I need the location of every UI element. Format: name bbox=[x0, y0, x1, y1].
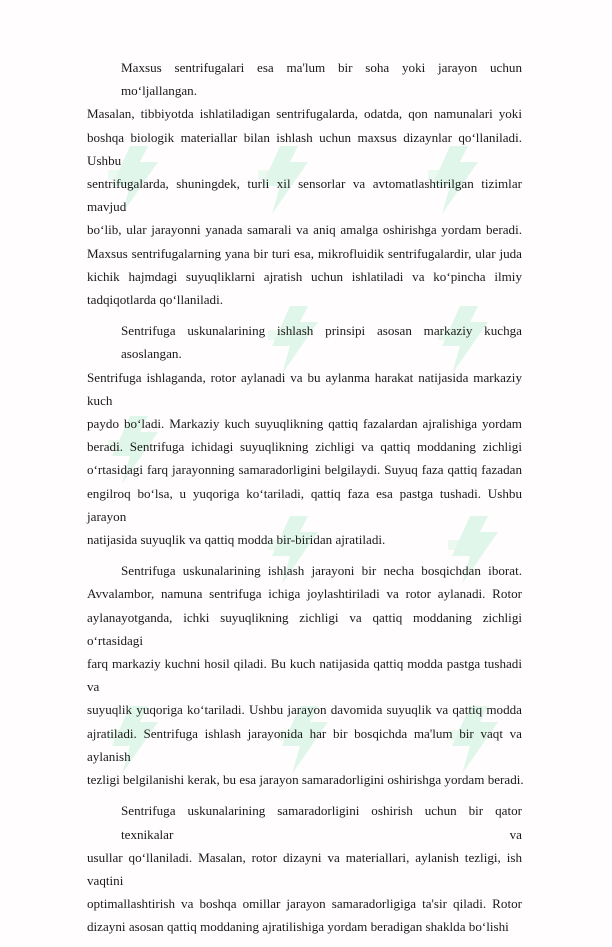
text-line: beradi. Sentrifuga ichidagi suyuqlikning zichligi va qattiq moddaning zichligi bbox=[87, 439, 522, 455]
text-line: Avvalambor, namuna sentrifuga ichiga joylashtiriladi va rotor aylanadi. Rotor bbox=[87, 586, 522, 602]
text-line: dizayni asosan qattiq moddaning ajratilishiga yordam beradigan shaklda bo‘lishi bbox=[87, 919, 509, 935]
text-line: aylanayotganda, ichki suyuqlikning zichligi va qattiq moddaning zichligi o‘rtasidagi bbox=[87, 609, 522, 648]
text-line: Sentrifuga uskunalarining ishlash prinsipi asosan markaziy kuchga asoslangan. bbox=[121, 323, 522, 362]
text-line: Sentrifuga uskunalarining ishlash jarayoni bir necha bosqichdan iborat. bbox=[121, 563, 522, 579]
text-line: tadqiqotlarda qo‘llaniladi. bbox=[87, 292, 223, 308]
text-line: farq markaziy kuchni hosil qiladi. Bu kuch natijasida qattiq modda pastga tushadi va bbox=[87, 656, 522, 695]
text-line: kichik hajmdagi suyuqliklarni ajratish uchun ishlatiladi va ko‘pincha ilmiy bbox=[87, 268, 522, 284]
text-line: Sentrifuga ishlaganda, rotor aylanadi va bu aylanma harakat natijasida markaziy kuch bbox=[87, 369, 522, 408]
text-line: Maxsus sentrifugalari esa ma'lum bir soha yoki jarayon uchun mo‘ljallangan. bbox=[121, 60, 522, 99]
text-line: paydo bo‘ladi. Markaziy kuch suyuqlikning qattiq fazalardan ajralishiga yordam bbox=[87, 416, 522, 432]
text-line: natijasida suyuqlik va qattiq modda bir-biridan ajratiladi. bbox=[87, 532, 386, 548]
text-line: boshqa biologik materiallar bilan ishlash uchun maxsus dizaynlar qo‘llaniladi. Ushbu bbox=[87, 129, 522, 168]
paragraph bbox=[87, 56, 522, 311]
text-line: optimallashtirish va boshqa omillar jarayon samaradorligiga ta'sir qiladi. Rotor bbox=[87, 896, 522, 912]
text-line: ajratiladi. Sentrifuga ishlash jarayonida har bir bosqichda ma'lum bir vaqt va aylanish bbox=[87, 725, 522, 764]
paragraph bbox=[87, 559, 522, 791]
text-line: Sentrifuga uskunalarining samaradorligini oshirish uchun bir qator texnikalar va bbox=[121, 803, 522, 842]
paragraph bbox=[87, 799, 522, 938]
paragraph bbox=[87, 319, 522, 551]
text-line: suyuqlik yuqoriga ko‘tariladi. Ushbu jarayon davomida suyuqlik va qattiq modda bbox=[87, 702, 522, 718]
text-line: Maxsus sentrifugalarning yana bir turi esa, mikrofluidik sentrifugalardir, ular juda bbox=[87, 245, 522, 261]
text-line: bo‘lib, ular jarayonni yanada samarali va aniq amalga oshirishga yordam beradi. bbox=[87, 222, 522, 238]
text-line: tezligi belgilanishi kerak, bu esa jarayon samaradorligini oshirishga yordam beradi. bbox=[87, 772, 524, 788]
text-line: Masalan, tibbiyotda ishlatiladigan sentrifugalarda, odatda, qon namunalari yoki bbox=[87, 106, 522, 122]
text-line: usullar qo‘llaniladi. Masalan, rotor dizayni va materiallari, aylanish tezligi, ish vaqtini bbox=[87, 849, 522, 888]
text-line: o‘rtasidagi farq jarayonning samaradorligini belgilaydi. Suyuq faza qattiq fazadan bbox=[87, 462, 522, 478]
document-page bbox=[87, 56, 522, 947]
text-line: engilroq bo‘lsa, u yuqoriga ko‘tariladi, qattiq faza esa pastga tushadi. Ushbu jarayon bbox=[87, 485, 522, 524]
text-line: sentrifugalarda, shuningdek, turli xil sensorlar va avtomatlashtirilgan tizimlar mavjud bbox=[87, 176, 522, 215]
